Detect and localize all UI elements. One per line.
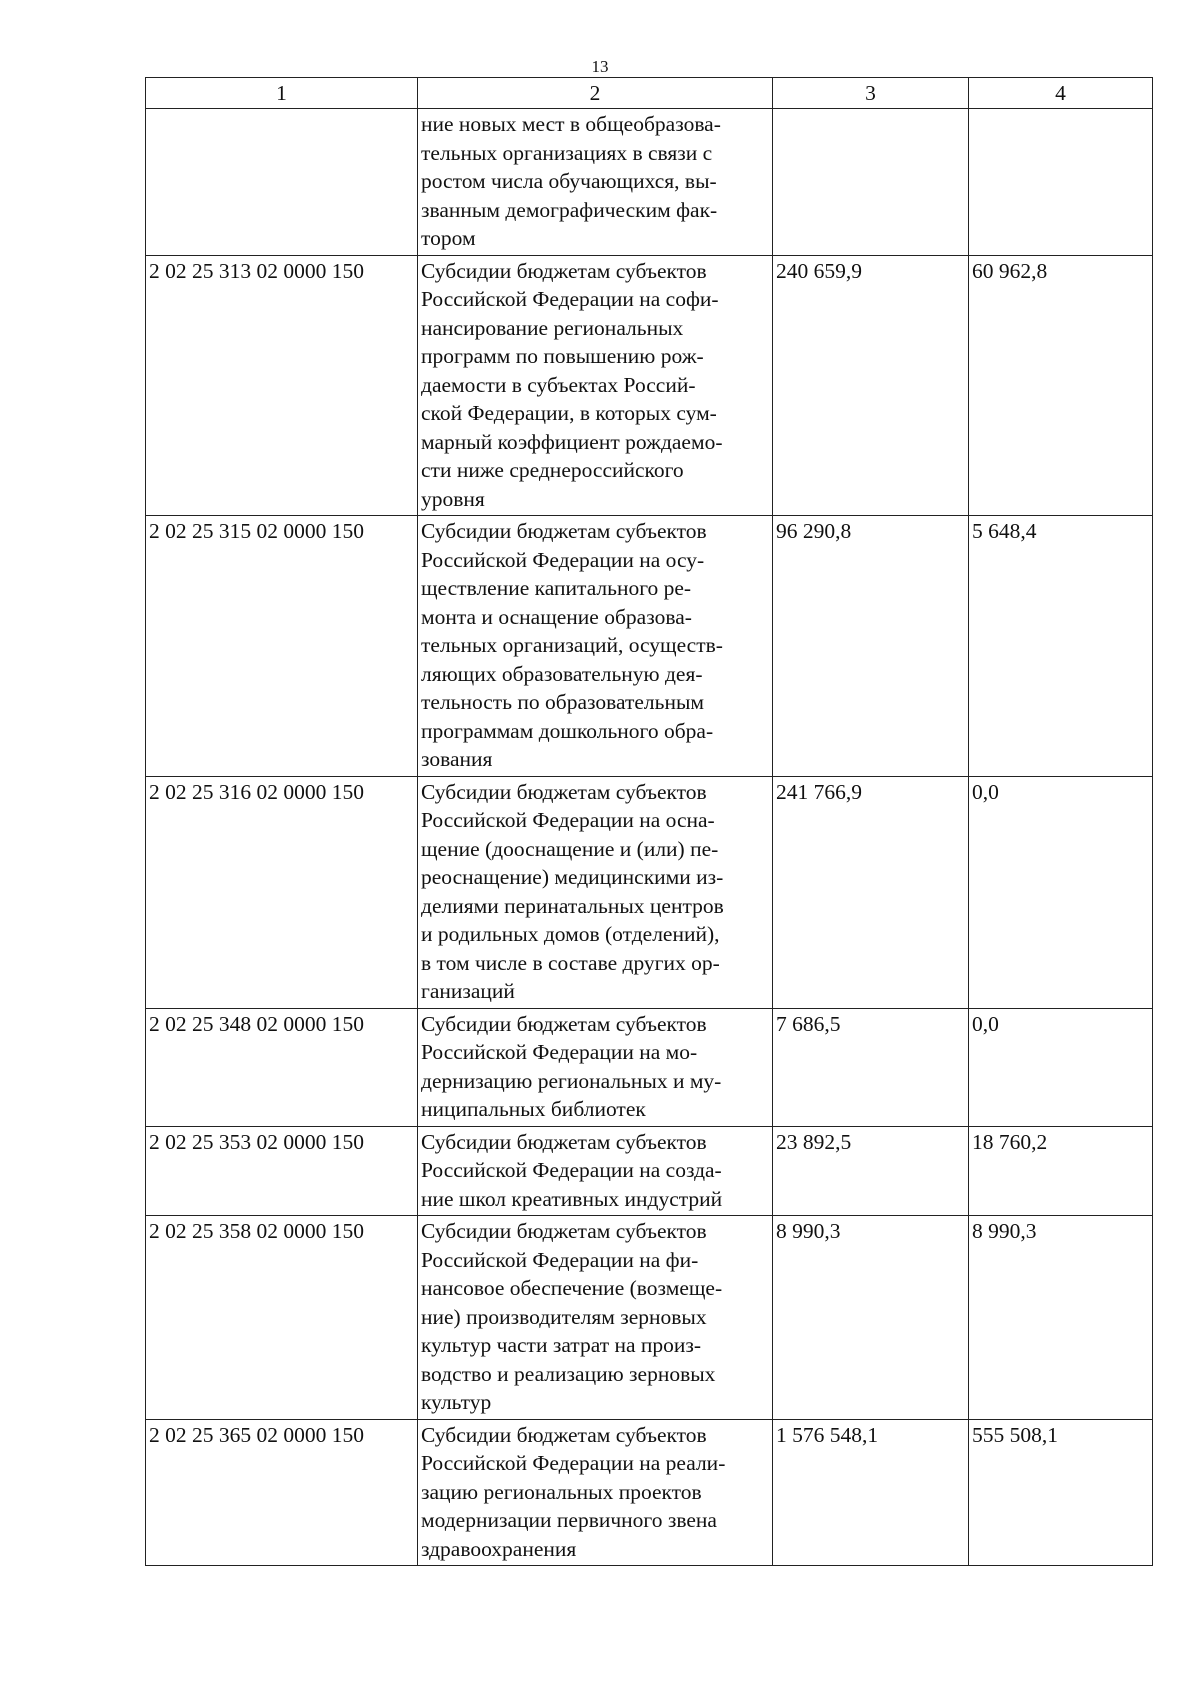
table-row (146, 1216, 1153, 1420)
amount-cell-4: 18 760,2 (969, 1126, 1153, 1216)
amount-cell-3: 96 290,8 (773, 516, 969, 777)
table-row (146, 1008, 1153, 1126)
description-cell: Субсидии бюджетам субъектов Российской Федерации на осу- ществление капитального ре- монта и оснащение образова- тельных организаций, осуществ- ляющих образовательную дея- тельность по образовательным программам дошкольного обра- зования (418, 516, 773, 777)
amount-cell-3: 240 659,9 (773, 255, 969, 516)
code-cell: 2 02 25 315 02 0000 150 (146, 516, 418, 777)
amount-cell-3: 23 892,5 (773, 1126, 969, 1216)
amount-cell-4: 8 990,3 (969, 1216, 1153, 1420)
header-col-1: 1 (146, 78, 418, 109)
page-number: 13 (591, 57, 609, 76)
description-cell: Субсидии бюджетам субъектов Российской Федерации на мо- дернизацию региональных и му- ниципальных библиотек (418, 1008, 773, 1126)
description-cell: Субсидии бюджетам субъектов Российской Федерации на софи- нансирование региональных программ по повышению рож- даемости в субъектах Россий- ской Федерации, в которых сум- марный коэффициент рождаемо- сти ниже среднероссийского уровня (418, 255, 773, 516)
code-cell: 2 02 25 365 02 0000 150 (146, 1419, 418, 1566)
table-row (146, 776, 1153, 1008)
header-col-3: 3 (773, 78, 969, 109)
amount-cell-4: 60 962,8 (969, 255, 1153, 516)
code-cell: 2 02 25 313 02 0000 150 (146, 255, 418, 516)
header-col-2: 2 (418, 78, 773, 109)
amount-cell-4 (969, 109, 1153, 256)
amount-cell-3: 1 576 548,1 (773, 1419, 969, 1566)
description-cell: Субсидии бюджетам субъектов Российской Федерации на созда- ние школ креативных индустрий (418, 1126, 773, 1216)
code-cell (146, 109, 418, 256)
budget-table (145, 77, 1153, 1566)
amount-cell-4: 0,0 (969, 1008, 1153, 1126)
header-col-4: 4 (969, 78, 1153, 109)
description-cell: Субсидии бюджетам субъектов Российской Федерации на реали- зацию региональных проектов модернизации первичного звена здравоохранения (418, 1419, 773, 1566)
table-row (146, 109, 1153, 256)
description-cell: Субсидии бюджетам субъектов Российской Федерации на осна- щение (дооснащение и (или) пе- реоснащение) медицинскими из- делиями перинатальных центров и родильных домов (отделений), в том числе в составе других ор- ганизаций (418, 776, 773, 1008)
table-row (146, 255, 1153, 516)
amount-cell-3 (773, 109, 969, 256)
code-cell: 2 02 25 358 02 0000 150 (146, 1216, 418, 1420)
description-cell: ние новых мест в общеобразова- тельных организациях в связи с ростом числа обучающихся, вы- званным демографическим фак- тором (418, 109, 773, 256)
header-row (146, 78, 1153, 109)
description-cell: Субсидии бюджетам субъектов Российской Федерации на фи- нансовое обеспечение (возмеще- ние) производителям зерновых культур части затрат на произ- водство и реализацию зерновых культур (418, 1216, 773, 1420)
amount-cell-3: 8 990,3 (773, 1216, 969, 1420)
code-cell: 2 02 25 353 02 0000 150 (146, 1126, 418, 1216)
code-cell: 2 02 25 348 02 0000 150 (146, 1008, 418, 1126)
amount-cell-3: 7 686,5 (773, 1008, 969, 1126)
table-row (146, 516, 1153, 777)
amount-cell-4: 0,0 (969, 776, 1153, 1008)
amount-cell-3: 241 766,9 (773, 776, 969, 1008)
amount-cell-4: 5 648,4 (969, 516, 1153, 777)
table-row (146, 1126, 1153, 1216)
table-row (146, 1419, 1153, 1566)
amount-cell-4: 555 508,1 (969, 1419, 1153, 1566)
code-cell: 2 02 25 316 02 0000 150 (146, 776, 418, 1008)
